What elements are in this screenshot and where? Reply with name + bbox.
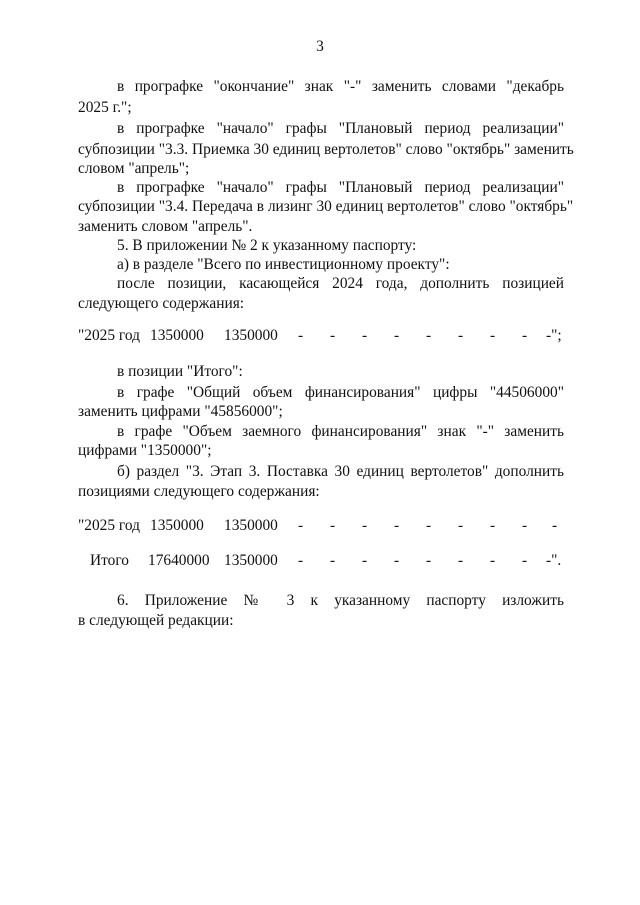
row-dash: - [426, 552, 432, 569]
row-total: 1350000 [150, 517, 204, 534]
paragraph-line: б) раздел "3. Этап 3. Поставка 30 единиц вертолетов" дополнить [117, 463, 564, 480]
row-dash: - [394, 517, 400, 534]
paragraph-line: следующего содержания: [78, 295, 245, 312]
paragraph-line: в следующей редакции: [78, 612, 234, 629]
row-dash: - [362, 552, 368, 569]
row-dash: - [522, 327, 528, 344]
row-dash: - [490, 327, 496, 344]
row-dash: - [458, 552, 464, 569]
row-label: Итого [90, 552, 129, 569]
row-label: "2025 год [78, 517, 140, 534]
row-dash: - [490, 517, 496, 534]
row-dash: - [522, 517, 528, 534]
row-dash: - [298, 327, 304, 344]
row-dash: - [362, 327, 368, 344]
paragraph-line: субпозиции "3.3. Приемка 30 единиц вертолетов" слово "октябрь" заменить [78, 141, 574, 158]
row-dash: - [330, 327, 336, 344]
paragraph-line: в прографке "начало" графы "Плановый период реализации" [117, 179, 564, 196]
row-dash: - [330, 517, 336, 534]
paragraph-line: в позиции "Итого": [117, 363, 243, 380]
table-row [78, 325, 564, 347]
row-dash: - [298, 552, 304, 569]
paragraph-line: позициями следующего содержания: [78, 483, 320, 500]
row-loan: 1350000 [224, 552, 278, 569]
row-dash: - [394, 327, 400, 344]
row-total: 17640000 [148, 552, 210, 569]
row-label: "2025 год [78, 327, 140, 344]
paragraph-line: заменить словом "апрель". [78, 218, 253, 235]
row-dash: - [458, 517, 464, 534]
row-dash: -". [546, 552, 562, 569]
row-dash: - [330, 552, 336, 569]
row-loan: 1350000 [224, 327, 278, 344]
paragraph-line: 5. В приложении № 2 к указанному паспорту: [117, 237, 417, 254]
page-number: 3 [316, 38, 324, 55]
table-row [78, 550, 564, 572]
paragraph-line: словом "апрель"; [78, 160, 190, 177]
paragraph-line: в графе "Объем заемного финансирования" знак "-" заменить [117, 423, 564, 440]
table-row [78, 515, 564, 537]
row-dash: - [490, 552, 496, 569]
paragraph-line: 2025 г."; [78, 99, 132, 116]
row-total: 1350000 [150, 327, 204, 344]
paragraph-line: цифрами "1350000"; [78, 442, 212, 459]
paragraph-line: в графе "Общий объем финансирования" цифры "44506000" [117, 384, 564, 401]
paragraph-line: заменить цифрами "45856000"; [78, 403, 283, 420]
paragraph-line: субпозиции "3.4. Передача в лизинг 30 единиц вертолетов" слово "октябрь" [78, 198, 574, 215]
row-dash: - [458, 327, 464, 344]
paragraph-line: 6. Приложение № 3 к указанному паспорту изложить [117, 592, 564, 609]
row-dash: - [552, 517, 558, 534]
paragraph-line: а) в разделе "Всего по инвестиционному проекту": [117, 256, 450, 273]
row-dash: - [298, 517, 304, 534]
paragraph-line: в прографке "окончание" знак "-" заменить словами "декабрь [117, 78, 564, 95]
row-dash: - [426, 327, 432, 344]
row-dash: - [522, 552, 528, 569]
row-dash: - [394, 552, 400, 569]
row-dash: - [426, 517, 432, 534]
row-loan: 1350000 [224, 517, 278, 534]
paragraph-line: после позиции, касающейся 2024 года, дополнить позицией [117, 275, 564, 292]
row-dash: -"; [546, 327, 562, 344]
row-dash: - [362, 517, 368, 534]
paragraph-line: в прографке "начало" графы "Плановый период реализации" [117, 120, 564, 137]
